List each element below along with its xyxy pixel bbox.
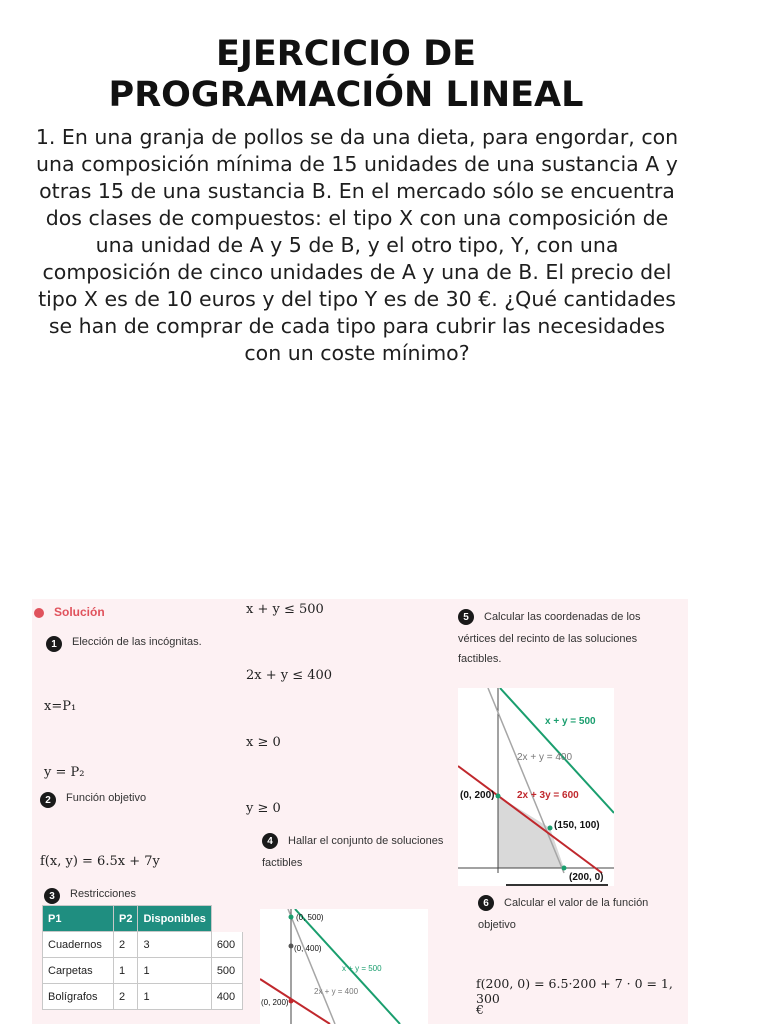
objective-result: f(200, 0) = 6.5·200 + 7 · 0 = 1, 300 xyxy=(476,976,673,1006)
step-2 xyxy=(40,792,146,808)
step-3-text: Restricciones xyxy=(70,888,137,900)
vertex-a xyxy=(496,794,501,799)
step-2-text: Función objetivo xyxy=(66,792,147,804)
step-4-badge: 4 xyxy=(262,833,278,849)
small-point-b: (0, 400) xyxy=(294,944,322,953)
graph-label-1: x + y = 500 xyxy=(545,716,596,727)
step-6-text-1: Calcular el valor de la función xyxy=(504,897,649,909)
feasible-region-area xyxy=(498,796,564,868)
table-cell: 1 xyxy=(114,958,138,984)
restrictions-table xyxy=(42,905,243,1010)
step-1-text: Elección de las incógnitas. xyxy=(72,636,202,648)
variable-y: y = P₂ xyxy=(44,765,85,780)
point-0-500 xyxy=(289,915,294,920)
table-header-cell: Disponibles xyxy=(138,906,211,932)
solution-icon xyxy=(34,608,44,618)
step-6 xyxy=(478,895,648,931)
table-cell: 400 xyxy=(211,984,242,1010)
point-0-200 xyxy=(289,999,294,1004)
vertex-b xyxy=(548,826,553,831)
constraint-3: x ≥ 0 xyxy=(246,735,281,750)
table-cell: 1 xyxy=(138,958,211,984)
table-header-cell xyxy=(211,906,242,932)
table-cell: 2 xyxy=(114,932,138,958)
table-cell: 1 xyxy=(138,984,211,1010)
small-label-1: x + y = 500 xyxy=(342,964,382,973)
solution-panel xyxy=(32,599,688,1024)
step-6-badge: 6 xyxy=(478,895,494,911)
table-row xyxy=(43,932,243,958)
table-cell: 500 xyxy=(211,958,242,984)
table-cell: 3 xyxy=(138,932,211,958)
table-header-cell: P1 xyxy=(43,906,114,932)
step-2-badge: 2 xyxy=(40,792,56,808)
constraints-graph xyxy=(260,909,428,1024)
step-5-badge: 5 xyxy=(458,609,474,625)
point-b-label: (150, 100) xyxy=(554,820,600,831)
table-row xyxy=(43,984,243,1010)
vertex-c xyxy=(562,866,567,871)
table-cell: Carpetas xyxy=(43,958,114,984)
step-5 xyxy=(458,609,641,665)
constraint-2: 2x + y ≤ 400 xyxy=(246,668,333,683)
constraint-1: x + y ≤ 500 xyxy=(246,602,324,617)
table-cell: 2 xyxy=(114,984,138,1010)
solution-heading xyxy=(34,605,105,619)
table-row xyxy=(43,958,243,984)
point-a-label: (0, 200) xyxy=(460,790,495,801)
step-1 xyxy=(46,636,202,652)
small-point-c: (0, 200) xyxy=(261,998,289,1007)
variable-x: x=P₁ xyxy=(44,699,77,714)
step-3-badge: 3 xyxy=(44,888,60,904)
step-1-badge: 1 xyxy=(46,636,62,652)
point-0-400 xyxy=(289,944,294,949)
step-6-text-2: objetivo xyxy=(478,919,516,931)
table-header-cell: P2 xyxy=(114,906,138,932)
step-4-text-2: factibles xyxy=(262,857,303,869)
page-title xyxy=(0,34,692,116)
step-5-text-1: Calcular las coordenadas de los xyxy=(484,611,641,623)
problem-statement: 1. En una granja de pollos se da una dieta, para engordar, con una composición mínima de 15 unidades de una sustancia A y otras 15 de una sustancia B. En el mercado sólo se encuentra dos clases de compuestos: el tipo X con una composición de una unidad de A y 5 de B, y el otro tipo, Y, con una composición de cinco unidades de A y una de B. El precio del tipo X es de 10 euros y del tipo Y es de 30 €. ¿Qué cantidades se han de comprar de cada tipo para cubrir las necesidades con un coste mínimo? xyxy=(35,125,679,365)
table-cell: Bolígrafos xyxy=(43,984,114,1010)
small-point-a: (0, 500) xyxy=(296,913,324,922)
title-line-1: EJERCICIO DE xyxy=(215,34,477,74)
table-cell: Cuadernos xyxy=(43,932,114,958)
result-unit: € xyxy=(476,1002,484,1017)
graph-underline xyxy=(506,884,608,886)
feasible-region-graph xyxy=(458,688,614,886)
constraint-4: y ≥ 0 xyxy=(246,801,281,816)
step-4-text-1: Hallar el conjunto de soluciones xyxy=(288,835,444,847)
graph-label-2: 2x + y = 400 xyxy=(517,752,573,763)
small-label-2: 2x + y = 400 xyxy=(314,987,359,996)
step-4 xyxy=(262,833,443,869)
step-5-text-3: factibles. xyxy=(458,653,502,665)
graph-label-3: 2x + 3y = 600 xyxy=(517,790,579,801)
objective-function: f(x, y) = 6.5x + 7y xyxy=(40,854,160,869)
title-line-2: PROGRAMACIÓN LINEAL xyxy=(108,75,584,115)
table-header-row xyxy=(43,906,243,932)
step-5-text-2: vértices del recinto de las soluciones xyxy=(458,633,638,645)
step-3 xyxy=(44,888,136,904)
point-c-label: (200, 0) xyxy=(569,872,604,883)
solution-heading-label: Solución xyxy=(54,605,105,619)
table-cell: 600 xyxy=(211,932,242,958)
